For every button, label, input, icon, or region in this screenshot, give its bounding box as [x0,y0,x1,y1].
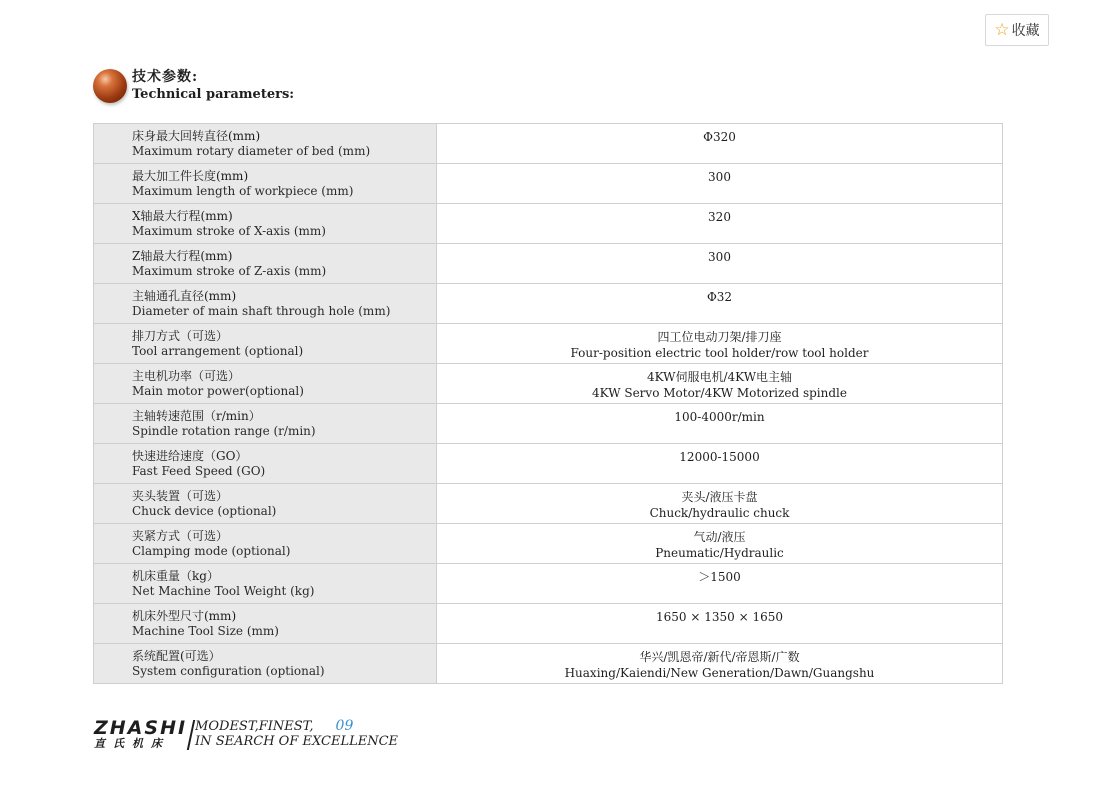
slogan-line-2: IN SEARCH OF EXCELLENCE [195,734,399,749]
parameter-value-cell [437,644,1003,684]
parameter-value-cn: 气动/液压 [693,530,746,544]
parameter-label-cn: X轴最大行程(mm) [132,209,233,223]
parameter-label-cn: 机床外型尺寸(mm) [132,609,237,623]
parameter-label-cell [94,204,437,244]
parameter-value-cn: 夹头/液压卡盘 [681,490,758,504]
parameter-value-cn: 4KW伺服电机/4KW电主轴 [646,370,793,384]
table-row [94,564,1003,604]
table-row [94,324,1003,364]
parameter-label-cn: 床身最大回转直径(mm) [132,129,261,143]
parameter-value-cn: 320 [708,210,731,224]
parameter-value-cn: ＞1500 [698,570,741,584]
parameter-label-cell [94,564,437,604]
footer-divider [187,720,195,750]
parameter-value-cn: 1650 × 1350 × 1650 [656,610,783,624]
parameter-label-cn: 排刀方式（可选） [132,329,229,343]
parameter-value-cell [437,564,1003,604]
section-title-cn: 技术参数: [132,69,199,85]
parameter-value-en: Four-position electric tool holder/row tool holder [570,346,869,360]
parameter-label-en: Maximum rotary diameter of bed (mm) [132,144,371,158]
parameter-label-en: Diameter of main shaft through hole (mm) [132,304,391,318]
parameter-label-en: Chuck device (optional) [132,504,277,518]
section-title [132,68,294,103]
parameter-label-cn: 夹头装置（可选） [132,489,229,503]
table-row [94,644,1003,684]
parameter-label-cn: 主轴通孔直径(mm) [132,289,237,303]
parameter-label-cell [94,444,437,484]
parameter-label-en: Main motor power(optional) [132,384,304,398]
table-row [94,484,1003,524]
parameter-value-cell [437,404,1003,444]
table-row [94,164,1003,204]
parameter-label-en: Machine Tool Size (mm) [132,624,279,638]
parameter-label-en: Tool arrangement (optional) [132,344,304,358]
parameter-value-cell [437,444,1003,484]
parameter-label-cell [94,644,437,684]
parameter-label-cell [94,124,437,164]
star-icon: ☆ [994,19,1010,40]
parameter-value-en: Huaxing/Kaiendi/New Generation/Dawn/Guangshu [564,666,875,680]
parameter-label-cell [94,364,437,404]
parameter-label-cn: 最大加工件长度(mm) [132,169,249,183]
parameter-label-en: Fast Feed Speed (GO) [132,464,266,478]
favorite-button[interactable] [985,14,1049,46]
parameter-value-cell [437,284,1003,324]
parameter-value-cell [437,204,1003,244]
table-row [94,204,1003,244]
favorite-label: 收藏 [1011,23,1040,39]
table-row [94,604,1003,644]
parameter-label-cn: 主电机功率（可选） [132,369,241,383]
parameter-label-cell [94,284,437,324]
parameter-value-cn: 四工位电动刀架/排刀座 [657,330,782,344]
parameter-value-en: Chuck/hydraulic chuck [649,506,790,520]
parameter-label-en: Maximum stroke of X-axis (mm) [132,224,326,238]
parameter-label-en: System configuration (optional) [132,664,325,678]
slogan-line-1: MODEST,FINEST, [195,719,314,734]
parameter-label-cn: 夹紧方式（可选） [132,529,229,543]
table-row [94,244,1003,284]
parameter-label-cn: Z轴最大行程(mm) [132,249,233,263]
parameter-value-cell [437,124,1003,164]
parameter-label-cn: 系统配置(可选） [132,649,221,663]
parameter-value-cn: 300 [708,250,731,264]
parameter-value-cn: 12000-15000 [679,450,760,464]
brand-name-cn: 直氏机床 [94,737,170,750]
parameter-label-en: Net Machine Tool Weight (kg) [132,584,315,598]
parameters-table [93,123,1003,684]
parameter-label-cn: 机床重量（kg） [132,569,219,583]
parameter-value-cell [437,244,1003,284]
parameter-value-cell [437,604,1003,644]
parameter-value-cn: Φ32 [706,290,733,304]
slogan [195,719,398,749]
table-row [94,524,1003,564]
parameter-label-cell [94,324,437,364]
parameter-label-en: Spindle rotation range (r/min) [132,424,316,438]
footer [94,719,398,750]
parameter-value-cn: 300 [708,170,731,184]
parameter-label-cell [94,484,437,524]
table-row [94,364,1003,404]
table-row [94,444,1003,484]
parameter-value-cn: Φ320 [703,130,736,144]
parameter-label-cell [94,244,437,284]
section-header [93,68,294,103]
parameter-label-cn: 快速进给速度（GO） [132,449,248,463]
parameter-value-cell [437,484,1003,524]
parameter-value-cn: 华兴/凯恩帝/新代/帝恩斯/广数 [639,650,800,664]
table-row [94,404,1003,444]
parameter-value-cell [437,524,1003,564]
section-title-en: Technical parameters: [132,87,295,102]
parameter-value-cn: 100-4000r/min [674,410,765,424]
parameter-label-en: Clamping mode (optional) [132,544,291,558]
parameter-label-cn: 主轴转速范围（r/min） [132,409,261,423]
parameter-label-cell [94,404,437,444]
parameter-value-cell [437,324,1003,364]
brand-logo [94,719,187,750]
table-row [94,124,1003,164]
parameter-label-cell [94,164,437,204]
parameter-value-en: 4KW Servo Motor/4KW Motorized spindle [592,386,847,400]
page-number: 09 [335,718,354,734]
parameter-value-en: Pneumatic/Hydraulic [655,546,784,560]
parameter-label-en: Maximum stroke of Z-axis (mm) [132,264,327,278]
table-row [94,284,1003,324]
parameter-label-en: Maximum length of workpiece (mm) [132,184,354,198]
parameter-label-cell [94,524,437,564]
parameter-value-cell [437,364,1003,404]
parameter-label-cell [94,604,437,644]
parameter-value-cell [437,164,1003,204]
bullet-ball-icon [93,69,127,103]
brand-name-en: ZHASHI [94,717,188,739]
